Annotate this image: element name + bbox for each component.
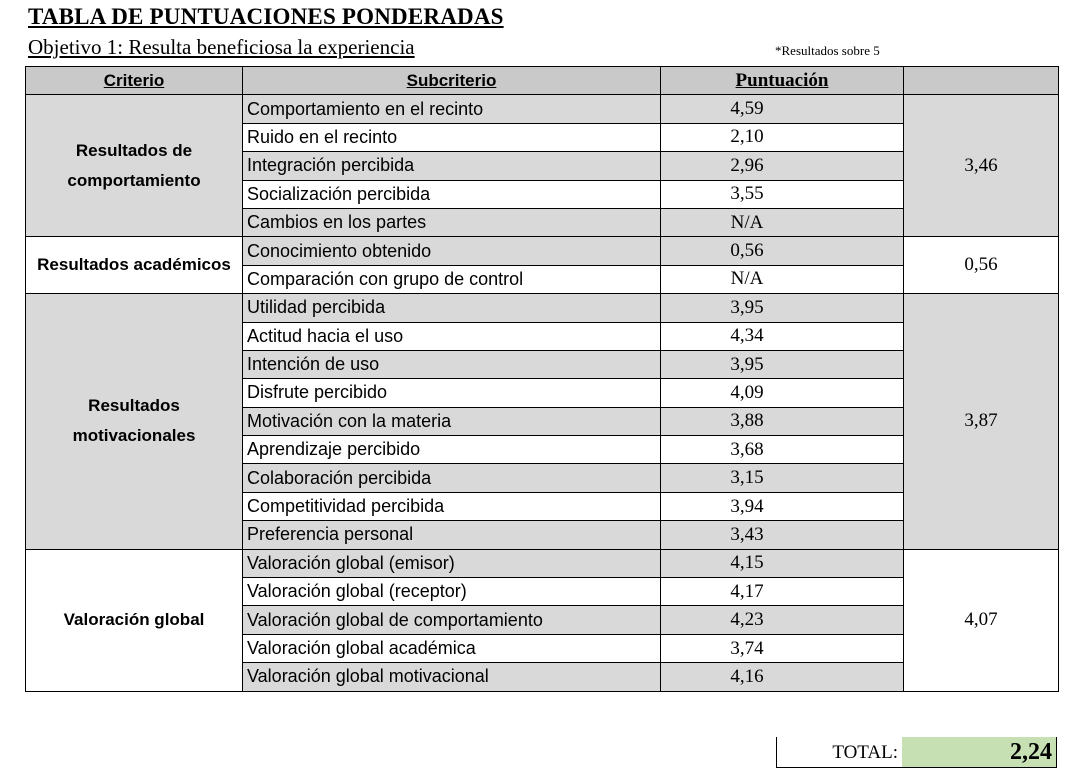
score-cell: 0,56 [661, 237, 904, 265]
subcriterion-cell: Competitividad percibida [243, 492, 661, 520]
criterion-cell: Resultados motivacionales [26, 294, 243, 550]
subcriterion-cell: Colaboración percibida [243, 464, 661, 492]
table-body [26, 95, 1059, 691]
score-cell: 4,23 [661, 606, 904, 634]
results-scale-note: *Resultados sobre 5 [775, 43, 880, 58]
weighted-scores-table [25, 66, 1059, 692]
score-cell: 3,68 [661, 436, 904, 464]
subcriterion-cell: Comparación con grupo de control [243, 265, 661, 293]
subcriterion-cell: Conocimiento obtenido [243, 237, 661, 265]
subcriterion-cell: Ruido en el recinto [243, 123, 661, 151]
weighted-score-cell: 0,56 [904, 237, 1059, 294]
table-row [26, 549, 1059, 577]
criterion-cell: Resultados académicos [26, 237, 243, 294]
subcriterion-cell: Valoración global (receptor) [243, 578, 661, 606]
total-label: TOTAL: [776, 737, 902, 768]
score-cell: 2,96 [661, 152, 904, 180]
subcriterion-cell: Aprendizaje percibido [243, 436, 661, 464]
subcriterion-cell: Disfrute percibido [243, 379, 661, 407]
total-value: 2,24 [902, 737, 1057, 768]
score-cell: N/A [661, 208, 904, 236]
score-cell: 3,74 [661, 634, 904, 662]
score-cell: 3,95 [661, 350, 904, 378]
header-puntuacion: Puntuación [661, 67, 904, 95]
subcriterion-cell: Utilidad percibida [243, 294, 661, 322]
header-criterio: Criterio [26, 67, 243, 95]
weighted-score-cell: 4,07 [904, 549, 1059, 691]
subcriterion-cell: Intención de uso [243, 350, 661, 378]
subcriterion-cell: Valoración global académica [243, 634, 661, 662]
objective-subtitle: Objetivo 1: Resulta beneficiosa la experiencia [28, 35, 415, 59]
score-cell: 4,34 [661, 322, 904, 350]
header-subcriterio: Subcriterio [243, 67, 661, 95]
score-cell: 4,59 [661, 95, 904, 123]
subcriterion-cell: Motivación con la materia [243, 407, 661, 435]
document-title: TABLA DE PUNTUACIONES PONDERADAS [28, 4, 504, 29]
table-header-row [26, 67, 1059, 95]
score-cell: 3,43 [661, 521, 904, 549]
score-cell: 3,94 [661, 492, 904, 520]
subcriterion-cell: Actitud hacia el uso [243, 322, 661, 350]
score-cell: 4,16 [661, 663, 904, 691]
score-cell: 4,15 [661, 549, 904, 577]
subcriterion-cell: Valoración global motivacional [243, 663, 661, 691]
criterion-cell: Resultados de comportamiento [26, 95, 243, 237]
weighted-score-cell: 3,87 [904, 294, 1059, 550]
subcriterion-cell: Valoración global (emisor) [243, 549, 661, 577]
subcriterion-cell: Socialización percibida [243, 180, 661, 208]
score-cell: 4,09 [661, 379, 904, 407]
subcriterion-cell: Cambios en los partes [243, 208, 661, 236]
score-cell: N/A [661, 265, 904, 293]
weighted-score-cell: 3,46 [904, 95, 1059, 237]
table-row [26, 294, 1059, 322]
score-cell: 2,10 [661, 123, 904, 151]
score-cell: 3,88 [661, 407, 904, 435]
score-cell: 3,55 [661, 180, 904, 208]
criterion-cell: Valoración global [26, 549, 243, 691]
score-cell: 3,95 [661, 294, 904, 322]
table-row [26, 237, 1059, 265]
subcriterion-cell: Comportamiento en el recinto [243, 95, 661, 123]
score-cell: 4,17 [661, 578, 904, 606]
subcriterion-cell: Preferencia personal [243, 521, 661, 549]
subcriterion-cell: Integración percibida [243, 152, 661, 180]
subcriterion-cell: Valoración global de comportamiento [243, 606, 661, 634]
score-cell: 3,15 [661, 464, 904, 492]
table-row [26, 95, 1059, 123]
header-weighted [904, 67, 1059, 95]
